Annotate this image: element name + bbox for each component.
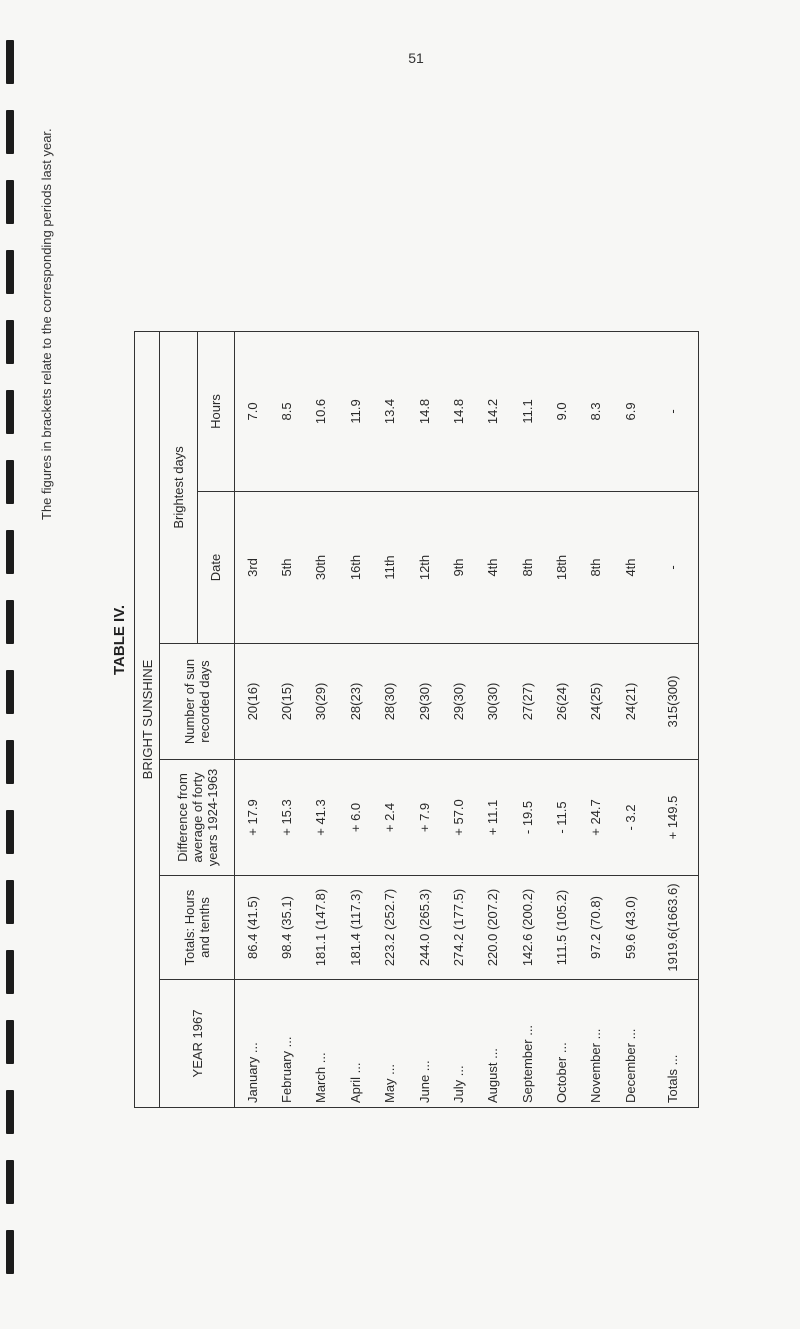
month-cell: March ... bbox=[304, 980, 338, 1108]
totals-cell: 142.6 (200.2) bbox=[510, 876, 544, 980]
binding-mark bbox=[6, 1160, 14, 1204]
table-row bbox=[510, 331, 544, 1107]
date-cell: 8th bbox=[579, 492, 613, 644]
table-label: TABLE IV. bbox=[111, 605, 128, 676]
table-row bbox=[544, 331, 578, 1107]
binding-mark bbox=[6, 530, 14, 574]
hours-cell: 7.0 bbox=[235, 331, 270, 491]
sunshine-table bbox=[134, 331, 699, 1108]
totals-row bbox=[647, 331, 698, 1107]
totals-cell: 98.4 (35.1) bbox=[269, 876, 303, 980]
table-title-row bbox=[135, 331, 160, 1107]
binding-mark bbox=[6, 390, 14, 434]
table-title: BRIGHT SUNSHINE bbox=[135, 331, 160, 1107]
difference-cell: + 41.3 bbox=[304, 760, 338, 876]
month-cell: November ... bbox=[579, 980, 613, 1108]
totals-cell: 59.6 (43.0) bbox=[613, 876, 647, 980]
days-cell: 29(30) bbox=[407, 644, 441, 760]
table-row bbox=[407, 331, 441, 1107]
binding-mark bbox=[6, 1020, 14, 1064]
month-cell: September ... bbox=[510, 980, 544, 1108]
totals-cell: 1919.6(1663.6) bbox=[647, 876, 698, 980]
days-cell: 20(16) bbox=[235, 644, 270, 760]
month-cell: July ... bbox=[441, 980, 475, 1108]
hours-cell: 14.8 bbox=[441, 331, 475, 491]
hours-cell: 8.3 bbox=[579, 331, 613, 491]
binding-mark bbox=[6, 110, 14, 154]
date-cell: 4th bbox=[476, 492, 510, 644]
table-footnote: The figures in brackets relate to the corresponding periods last year. bbox=[39, 128, 54, 520]
date-cell: 5th bbox=[269, 492, 303, 644]
month-cell: May ... bbox=[373, 980, 407, 1108]
hours-cell: 13.4 bbox=[373, 331, 407, 491]
page-number: 51 bbox=[408, 50, 424, 66]
table-row bbox=[441, 331, 475, 1107]
hours-cell: 9.0 bbox=[544, 331, 578, 491]
difference-cell: - 19.5 bbox=[510, 760, 544, 876]
header-year: YEAR 1967 bbox=[160, 980, 235, 1108]
days-cell: 20(15) bbox=[269, 644, 303, 760]
binding-mark bbox=[6, 180, 14, 224]
totals-cell: 274.2 (177.5) bbox=[441, 876, 475, 980]
difference-cell: + 17.9 bbox=[235, 760, 270, 876]
days-cell: 30(30) bbox=[476, 644, 510, 760]
days-cell: 26(24) bbox=[544, 644, 578, 760]
binding-mark bbox=[6, 880, 14, 924]
date-cell: 16th bbox=[338, 492, 372, 644]
difference-cell: + 149.5 bbox=[647, 760, 698, 876]
days-cell: 315(300) bbox=[647, 644, 698, 760]
binding-mark bbox=[6, 740, 14, 784]
date-cell: 30th bbox=[304, 492, 338, 644]
header-hours: Hours bbox=[197, 331, 235, 491]
header-date: Date bbox=[197, 492, 235, 644]
difference-cell: + 6.0 bbox=[338, 760, 372, 876]
binding-mark bbox=[6, 320, 14, 364]
difference-cell: + 57.0 bbox=[441, 760, 475, 876]
days-cell: 24(21) bbox=[613, 644, 647, 760]
date-cell: 12th bbox=[407, 492, 441, 644]
difference-cell: - 11.5 bbox=[544, 760, 578, 876]
binding-mark bbox=[6, 460, 14, 504]
date-cell: 8th bbox=[510, 492, 544, 644]
table-row bbox=[476, 331, 510, 1107]
days-cell: 27(27) bbox=[510, 644, 544, 760]
table-row bbox=[269, 331, 303, 1107]
totals-cell: 111.5 (105.2) bbox=[544, 876, 578, 980]
table-row bbox=[373, 331, 407, 1107]
days-cell: 30(29) bbox=[304, 644, 338, 760]
table-row bbox=[579, 331, 613, 1107]
table-row bbox=[304, 331, 338, 1107]
binding-mark bbox=[6, 600, 14, 644]
month-cell: April ... bbox=[338, 980, 372, 1108]
difference-cell: + 7.9 bbox=[407, 760, 441, 876]
month-cell: Totals ... bbox=[647, 980, 698, 1108]
difference-cell: + 11.1 bbox=[476, 760, 510, 876]
month-cell: January ... bbox=[235, 980, 270, 1108]
date-cell: - bbox=[647, 492, 698, 644]
header-difference: Difference from average of forty years 1924-1963 bbox=[160, 760, 235, 876]
month-cell: February ... bbox=[269, 980, 303, 1108]
month-cell: August ... bbox=[476, 980, 510, 1108]
days-cell: 28(30) bbox=[373, 644, 407, 760]
days-cell: 29(30) bbox=[441, 644, 475, 760]
binding-mark bbox=[6, 40, 14, 84]
header-row bbox=[160, 331, 198, 1107]
month-cell: December ... bbox=[613, 980, 647, 1108]
hours-cell: 11.9 bbox=[338, 331, 372, 491]
table-body bbox=[235, 331, 699, 1107]
totals-cell: 181.4 (117.3) bbox=[338, 876, 372, 980]
binding-mark bbox=[6, 950, 14, 994]
binding-mark bbox=[6, 1230, 14, 1274]
difference-cell: - 3.2 bbox=[613, 760, 647, 876]
difference-cell: + 2.4 bbox=[373, 760, 407, 876]
table-row bbox=[613, 331, 647, 1107]
hours-cell: 11.1 bbox=[510, 331, 544, 491]
binding-mark bbox=[6, 250, 14, 294]
hours-cell: 14.8 bbox=[407, 331, 441, 491]
binding-mark bbox=[6, 1090, 14, 1134]
date-cell: 9th bbox=[441, 492, 475, 644]
month-cell: June ... bbox=[407, 980, 441, 1108]
binding-mark bbox=[6, 810, 14, 854]
header-recorded-days: Number of sun recorded days bbox=[160, 644, 235, 760]
rotated-table-wrapper bbox=[134, 332, 698, 1108]
table-row bbox=[338, 331, 372, 1107]
hours-cell: 6.9 bbox=[613, 331, 647, 491]
hours-cell: 10.6 bbox=[304, 331, 338, 491]
header-totals: Totals: Hours and tenths bbox=[160, 876, 235, 980]
date-cell: 3rd bbox=[235, 492, 270, 644]
hours-cell: 8.5 bbox=[269, 331, 303, 491]
totals-cell: 86.4 (41.5) bbox=[235, 876, 270, 980]
difference-cell: + 15.3 bbox=[269, 760, 303, 876]
date-cell: 4th bbox=[613, 492, 647, 644]
table-row bbox=[235, 331, 270, 1107]
days-cell: 24(25) bbox=[579, 644, 613, 760]
difference-cell: + 24.7 bbox=[579, 760, 613, 876]
totals-cell: 220.0 (207.2) bbox=[476, 876, 510, 980]
totals-cell: 244.0 (265.3) bbox=[407, 876, 441, 980]
month-cell: October ... bbox=[544, 980, 578, 1108]
totals-cell: 97.2 (70.8) bbox=[579, 876, 613, 980]
totals-cell: 223.2 (252.7) bbox=[373, 876, 407, 980]
hours-cell: 14.2 bbox=[476, 331, 510, 491]
hours-cell: - bbox=[647, 331, 698, 491]
date-cell: 18th bbox=[544, 492, 578, 644]
date-cell: 11th bbox=[373, 492, 407, 644]
totals-cell: 181.1 (147.8) bbox=[304, 876, 338, 980]
days-cell: 28(23) bbox=[338, 644, 372, 760]
binding-mark bbox=[6, 670, 14, 714]
header-brightest-days: Brightest days bbox=[160, 331, 198, 643]
